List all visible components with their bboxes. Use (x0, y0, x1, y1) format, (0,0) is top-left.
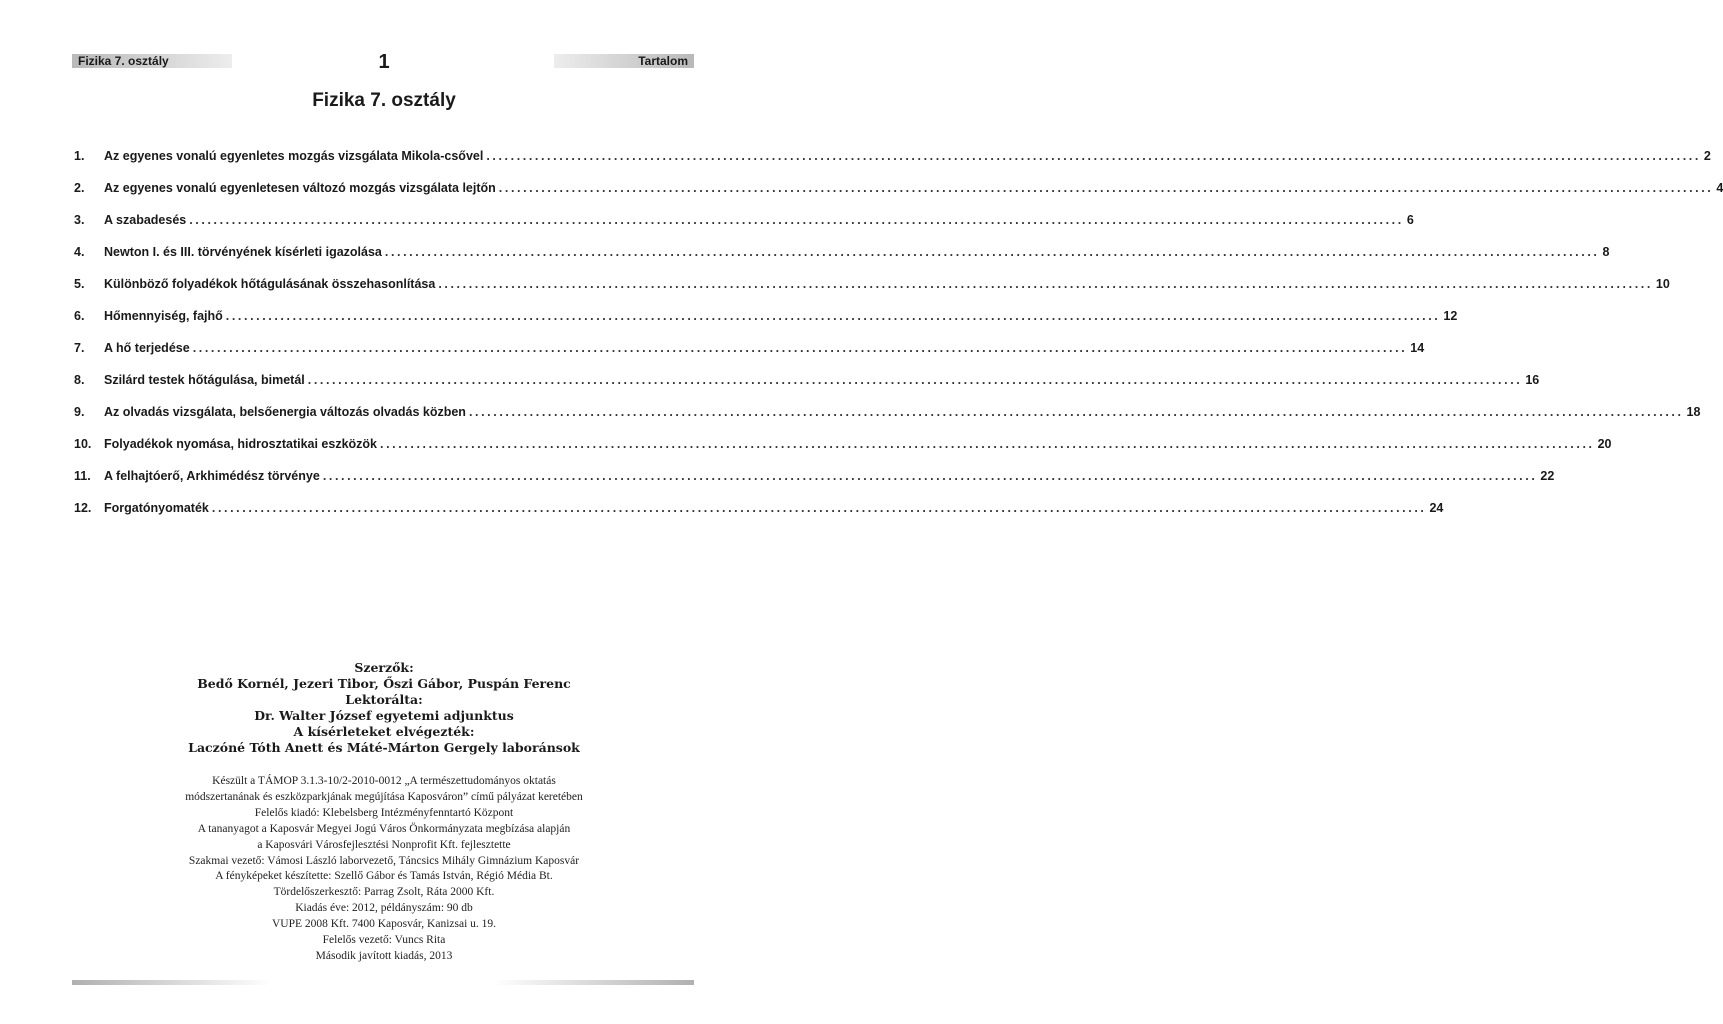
toc-entry-page: 8 (1602, 245, 1610, 259)
toc-entry-page: 20 (1597, 437, 1612, 451)
toc-entry-title: Az olvadás vizsgálata, belsőenergia változás olvadás közben (104, 405, 466, 419)
toc-entry-title: Az egyenes vonalú egyenletesen változó mozgás vizsgálata lejtőn (104, 181, 496, 195)
credits-line: A kísérleteket elvégezték: (293, 724, 475, 739)
toc-entry-number: 11. (74, 469, 91, 483)
toc-dot-leader: ........................................................................................................................................................................................................ (380, 437, 1595, 451)
imprint-block (0, 774, 768, 965)
imprint-line: Tördelőszerkesztő: Parrag Zsolt, Ráta 2000 Kft. (273, 886, 495, 899)
imprint-line: A fényképeket készítette: Szellő Gábor és Tamás István, Régió Média Bt. (215, 870, 553, 883)
toc-entry-number: 3. (74, 213, 85, 227)
toc-entry-title: Szilárd testek hőtágulása, bimetál (104, 373, 305, 387)
toc-entry[interactable] (74, 364, 1540, 396)
footer-gradient-left (72, 980, 272, 985)
toc-entry-number: 5. (74, 277, 85, 291)
toc-dot-leader: ........................................................................................................................................................................................................ (468, 405, 1684, 419)
page-number: 1 (378, 51, 390, 73)
toc-entry-title: A felhajtóerő, Arkhimédész törvénye (104, 469, 320, 483)
toc-entry[interactable] (74, 332, 1425, 364)
toc-entry[interactable] (74, 428, 1612, 460)
toc-entry[interactable] (74, 204, 1414, 236)
toc-dot-leader: ........................................................................................................................................................................................................ (322, 469, 1538, 483)
toc-entry-page: 18 (1686, 405, 1701, 419)
credits-line: Lektorálta: (345, 692, 423, 707)
toc-entry-page: 12 (1443, 309, 1458, 323)
toc-entry[interactable] (74, 236, 1610, 268)
toc-entry-page: 6 (1406, 213, 1414, 227)
imprint-line: A tananyagot a Kaposvár Megyei Jogú Város Önkormányzata megbízása alapján (197, 822, 571, 835)
toc-entry-number: 7. (74, 341, 85, 355)
toc-entry-title: Különböző folyadékok hőtágulásának összehasonlítása (104, 277, 436, 291)
toc-entry[interactable] (74, 140, 1711, 172)
toc-dot-leader: ........................................................................................................................................................................................................ (438, 277, 1653, 291)
credits-block (0, 660, 768, 756)
toc-entry-number: 8. (74, 373, 85, 387)
toc-entry-number: 1. (74, 149, 85, 163)
toc-entry-number: 12. (74, 501, 92, 515)
imprint-line: VUPE 2008 Kft. 7400 Kaposvár, Kanizsai u. 19. (271, 918, 497, 931)
toc-entry-number: 10. (74, 437, 92, 451)
imprint-line: Készült a TÁMOP 3.1.3-10/2-2010-0012 „A természettudományos oktatás (212, 775, 556, 787)
table-of-contents (74, 140, 1723, 524)
imprint-line: Második javított kiadás, 2013 (315, 949, 453, 962)
credits-line: Szerzők: (354, 660, 414, 675)
toc-entry[interactable] (74, 460, 1555, 492)
toc-entry-page: 16 (1525, 373, 1540, 387)
toc-entry[interactable] (74, 492, 1444, 524)
imprint-line: Felelős vezető: Vuncs Rita (322, 934, 446, 947)
toc-entry-title: A hő terjedése (104, 341, 190, 355)
imprint-line: Szakmai vezető: Vámosi László laborvezető, Táncsics Mihály Gimnázium Kaposvár (188, 854, 580, 867)
imprint-line: Kiadás éve: 2012, példányszám: 90 db (295, 902, 473, 915)
toc-entry-number: 2. (74, 181, 85, 195)
footer-bar (72, 980, 694, 985)
toc-entry-title: Az egyenes vonalú egyenletes mozgás vizsgálata Mikola-csővel (104, 149, 484, 163)
toc-entry-page: 2 (1703, 149, 1711, 163)
credits-line: Bedő Kornél, Jezeri Tibor, Őszi Gábor, Puspán Ferenc (197, 676, 571, 691)
credits-line: Laczóné Tóth Anett és Máté-Márton Gergely laboránsok (188, 740, 580, 755)
imprint-line: Felelős kiadó: Klebelsberg Intézményfenntartó Központ (254, 806, 514, 819)
toc-entry-page: 22 (1540, 469, 1555, 483)
document-title: Fizika 7. osztály (312, 90, 456, 111)
toc-dot-leader: ........................................................................................................................................................................................................ (189, 213, 1404, 227)
toc-entry-page: 10 (1655, 277, 1670, 291)
toc-entry-title: Forgatónyomaték (104, 501, 209, 515)
toc-dot-leader: ........................................................................................................................................................................................................ (211, 501, 1427, 515)
toc-dot-leader: ........................................................................................................................................................................................................ (498, 181, 1714, 195)
toc-entry-title: A szabadesés (104, 213, 187, 227)
toc-entry-page: 14 (1410, 341, 1425, 355)
toc-dot-leader: ........................................................................................................................................................................................................ (486, 149, 1701, 163)
toc-dot-leader: ........................................................................................................................................................................................................ (307, 373, 1523, 387)
toc-entry[interactable] (74, 396, 1701, 428)
toc-entry[interactable] (74, 172, 1723, 204)
toc-entry[interactable] (74, 300, 1458, 332)
toc-entry[interactable] (74, 268, 1670, 300)
toc-dot-leader: ........................................................................................................................................................................................................ (225, 309, 1441, 323)
toc-entry-number: 4. (74, 245, 85, 259)
header-section-title: Tartalom (638, 54, 688, 68)
footer-gradient-right (494, 980, 694, 985)
toc-entry-title: Hőmennyiség, fajhő (104, 309, 223, 323)
toc-entry-number: 6. (74, 309, 85, 323)
imprint-line: módszertanának és eszközparkjának megújítása Kaposváron” című pályázat keretében (185, 790, 583, 803)
toc-entry-page: 4 (1716, 181, 1723, 195)
toc-dot-leader: ........................................................................................................................................................................................................ (384, 245, 1600, 259)
toc-entry-page: 24 (1429, 501, 1444, 515)
toc-entry-title: Folyadékok nyomása, hidrosztatikai eszközök (104, 437, 378, 451)
toc-dot-leader: ........................................................................................................................................................................................................ (192, 341, 1408, 355)
header-book-title: Fizika 7. osztály (78, 54, 169, 68)
toc-entry-number: 9. (74, 405, 85, 419)
credits-line: Dr. Walter József egyetemi adjunktus (254, 708, 514, 723)
imprint-line: a Kaposvári Városfejlesztési Nonprofit Kft. fejlesztette (257, 838, 511, 851)
toc-entry-title: Newton I. és III. törvényének kísérleti igazolása (104, 245, 382, 259)
